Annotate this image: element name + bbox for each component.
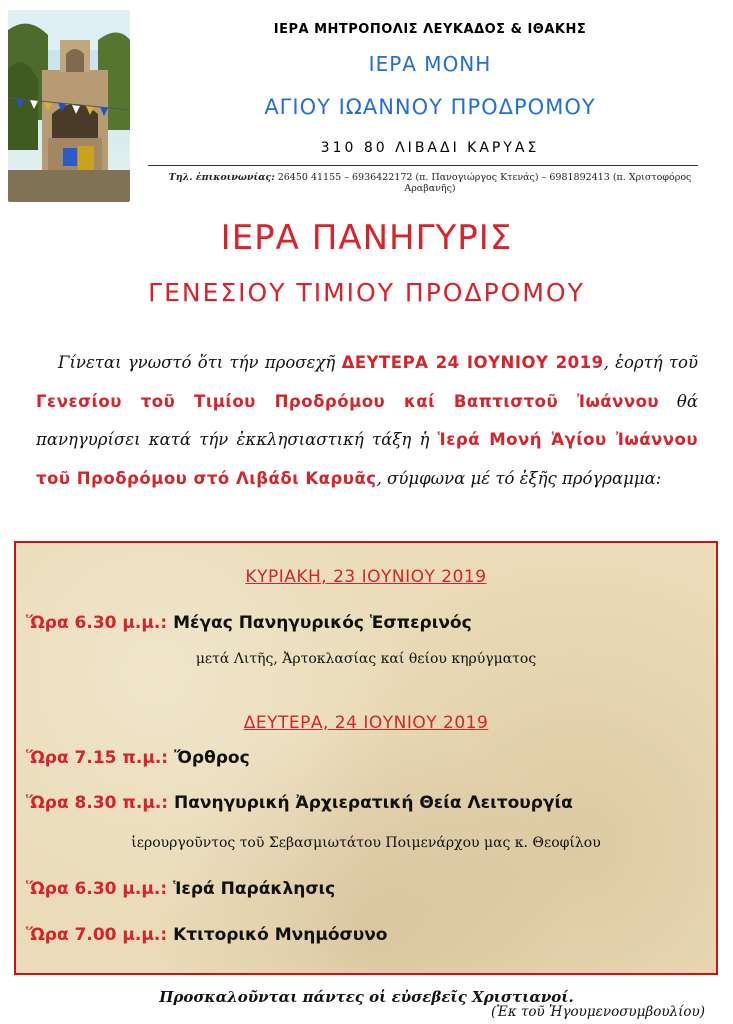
day-heading-sunday: ΚΥΡΙΑΚΗ, 23 ΙΟΥΝΙΟΥ 2019	[245, 567, 487, 587]
contact-line	[150, 172, 710, 194]
intro-text-2: , ἑορτή τοῦ	[603, 353, 698, 372]
invitation-line: Προσκαλοῦνται πάντες οἱ εὐσεβεῖς Χριστιανοί.	[159, 988, 574, 1006]
event-time: Ὥρα 7.15 π.μ.:	[26, 748, 169, 768]
event-paraklisis	[26, 879, 335, 899]
event-time: Ὥρα 8.30 π.μ.:	[26, 793, 169, 813]
intro-paragraph	[36, 344, 698, 498]
event-title: Ὄρθρος	[168, 748, 250, 768]
event-title: Κτιτορικό Μνημόσυνο	[167, 925, 388, 945]
header-divider	[148, 165, 698, 166]
church-photo	[8, 10, 130, 202]
event-memorial	[26, 925, 387, 945]
event-note: ἱερουργοῦντος τοῦ Σεβασμιωτάτου Ποιμενάρχου μας κ. Θεοφίλου	[131, 835, 601, 851]
intro-place: Ἱερά Μονή Ἁγίου Ἰωάννου τοῦ Προδρόμου στό Λιβάδι Καρυᾶς	[36, 430, 698, 488]
monastery-heading: ΙΕΡΑ ΜΟΝΗ	[368, 52, 492, 76]
day-heading-monday: ΔΕΥΤΕΡΑ, 24 ΙΟΥΝΙΟΥ 2019	[243, 713, 489, 733]
event-title: Μέγας Πανηγυρικός Ἑσπερινός	[167, 613, 472, 633]
event-title: Ἱερά Παράκλησις	[167, 879, 336, 899]
event-time: Ὥρα 6.30 μ.μ.:	[26, 879, 168, 899]
event-time: Ὥρα 6.30 μ.μ.:	[26, 613, 168, 633]
intro-date: ΔΕΥΤΕΡΑ 24 ΙΟΥΝΙΟΥ 2019	[341, 353, 604, 372]
event-time: Ὥρα 7.00 μ.μ.:	[26, 925, 168, 945]
page-subtitle: ΓΕΝΕΣΙΟΥ ΤΙΜΙΟΥ ΠΡΟΔΡΟΜΟΥ	[148, 278, 585, 307]
event-orthros	[26, 748, 250, 768]
contact-label: Τηλ. ἐπικοινωνίας:	[168, 172, 275, 183]
intro-text-1: Γίνεται γνωστό ὅτι τήν προσεχῆ	[58, 353, 342, 372]
event-liturgy	[26, 793, 573, 813]
contact-numbers: 26450 41155 – 6936422172 (π. Πανογιώργος Κτενάς) – 6981892413 (π. Χριστοφόρος Αραβανῆς)	[274, 172, 692, 194]
monastery-name: ΑΓΙΟΥ ΙΩΑΝΝΟΥ ΠΡΟΔΡΟΜΟΥ	[264, 95, 596, 119]
metropolis-heading: ΙΕΡΑ ΜΗΤΡΟΠΟΛΙΣ ΛΕΥΚΑΔΟΣ & ΙΘΑΚΗΣ	[273, 22, 587, 37]
address: 310 80 ΛΙΒΑΔΙ ΚΑΡΥΑΣ	[320, 140, 540, 156]
intro-feast: Γενεσίου τοῦ Τιμίου Προδρόμου καί Βαπτιστοῦ Ἰωάννου	[36, 391, 660, 411]
event-note: μετά Λιτῆς, Ἀρτοκλασίας καί θείου κηρύγματος	[195, 651, 537, 667]
signature-line: (Ἐκ τοῦ Ἡγουμενοσυμβουλίου)	[491, 1004, 705, 1020]
page-title: ΙΕΡΑ ΠΑΝΗΓΥΡΙΣ	[220, 218, 513, 258]
intro-text-4: , σύμφωνα μέ τό ἑξῆς πρόγραμμα:	[376, 468, 662, 488]
event-vespers	[26, 613, 472, 633]
intro-text-3: θά πανηγυρίσει κατά τήν ἐκκλησιαστική τάξη ἡ	[36, 391, 698, 449]
program-box	[14, 541, 718, 975]
event-title: Πανηγυρική Ἀρχιερατική Θεία Λειτουργία	[168, 793, 573, 813]
